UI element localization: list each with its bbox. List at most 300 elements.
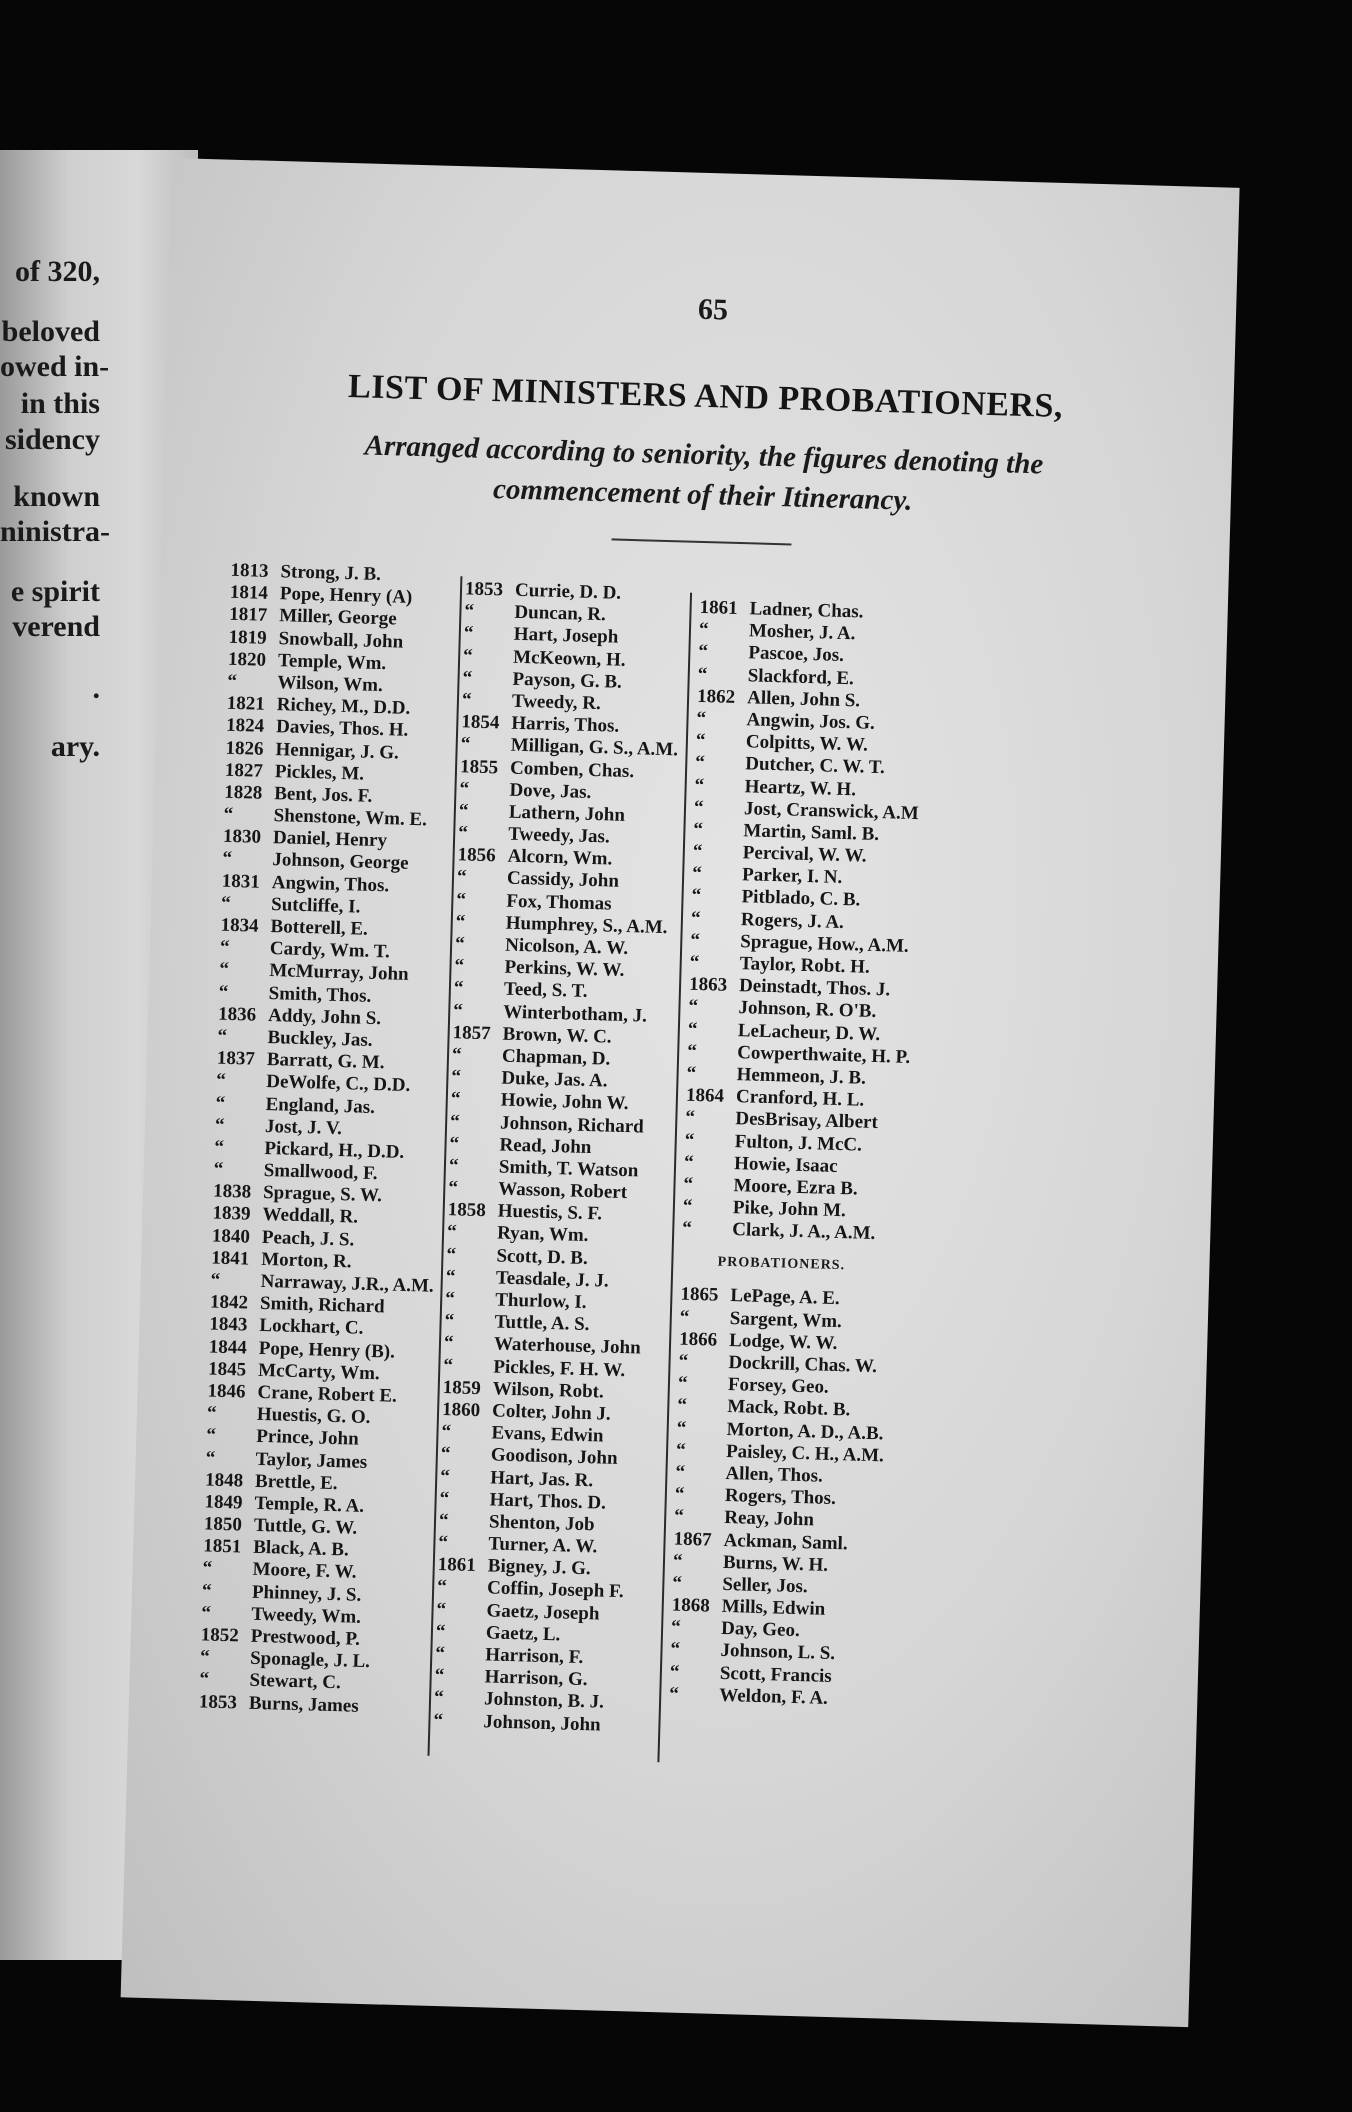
entry-year: 1853 — [464, 578, 504, 601]
entry-name: Jost, Cranswick, A.M — [743, 797, 919, 824]
entry-name: Snowball, John — [278, 627, 404, 653]
entry-year: “ — [449, 1132, 460, 1155]
entry-year: “ — [433, 1709, 444, 1731]
entry-year: “ — [206, 1402, 217, 1424]
entry-year: “ — [219, 936, 230, 959]
entry-year: 1817 — [228, 604, 268, 627]
entry-name: Weldon, F. A. — [718, 1684, 829, 1709]
entry-name: Tuttle, G. W. — [253, 1514, 358, 1539]
entry-name: Pickles, F. H. W. — [493, 1356, 626, 1381]
entry-year: “ — [453, 977, 464, 999]
entry-name: Slackford, E. — [747, 664, 855, 689]
entry-year: “ — [459, 777, 470, 800]
entry-year: 1842 — [209, 1291, 249, 1314]
entry-name: LeLacheur, D. W. — [737, 1019, 881, 1045]
entry-name: Goodison, John — [490, 1444, 618, 1470]
entry-name: Scott, D. B. — [496, 1245, 589, 1269]
entry-year: 1851 — [202, 1535, 242, 1558]
entry-name: Allen, John S. — [746, 687, 861, 712]
entry-name: LePage, A. E. — [730, 1285, 840, 1310]
entry-year: “ — [444, 1310, 455, 1332]
left-page-line: of 320, — [15, 255, 100, 288]
entry-name: Sutcliffe, I. — [270, 893, 361, 918]
entry-name: Pascoe, Jos. — [748, 642, 845, 667]
entry-name: Cassidy, John — [506, 868, 620, 893]
entry-year: 1845 — [207, 1358, 247, 1381]
entry-name: Gaetz, L. — [485, 1622, 561, 1646]
entry-name: Seller, Jos. — [722, 1573, 808, 1598]
entry-year: 1837 — [216, 1047, 256, 1070]
entry-year: “ — [450, 1088, 461, 1110]
entry-name: Coffin, Joseph F. — [486, 1577, 624, 1603]
entry-year: “ — [210, 1269, 221, 1291]
entry-name: Alcorn, Wm. — [507, 845, 613, 870]
entry-name: Rogers, J. A. — [740, 908, 845, 933]
entry-name: Richey, M., D.D. — [276, 694, 411, 719]
entry-year: 1830 — [222, 825, 262, 848]
entry-year: “ — [199, 1646, 210, 1668]
entry-year: 1831 — [221, 870, 261, 893]
entry-year: “ — [220, 892, 232, 914]
entry-year: “ — [670, 1616, 681, 1639]
entry-name: Deinstadt, Thos. J. — [738, 975, 891, 1001]
entry-year: 1848 — [204, 1469, 244, 1492]
entry-name: Strong, J. B. — [280, 561, 382, 585]
entry-year: “ — [675, 1461, 686, 1483]
entry-year: “ — [443, 1354, 454, 1376]
entry-year: 1868 — [671, 1594, 711, 1617]
entry-year: “ — [456, 888, 467, 911]
entry-year: “ — [695, 729, 706, 752]
entry-year: “ — [678, 1350, 689, 1372]
entry-name: England, Jas. — [265, 1093, 376, 1118]
entry-year: “ — [215, 1069, 227, 1092]
entry-name: Temple, R. A. — [254, 1492, 365, 1517]
entry-year: 1840 — [211, 1225, 251, 1248]
entry-name: Dove, Jas. — [509, 779, 592, 803]
entry-year: “ — [691, 885, 702, 907]
entry-year: “ — [682, 1217, 693, 1240]
entry-year: “ — [448, 1155, 459, 1177]
entry-year: “ — [672, 1572, 683, 1594]
entry-year: “ — [693, 796, 704, 818]
entry-name: Scott, Francis — [719, 1662, 833, 1687]
entry-year: 1828 — [224, 781, 263, 804]
left-page-line: e spirit — [10, 575, 100, 608]
page-title: LIST OF MINISTERS AND PROBATIONERS, — [347, 368, 1064, 425]
entry-year: “ — [464, 600, 475, 622]
entry-name: Clark, J. A., A.M. — [731, 1219, 876, 1245]
entry-name: Mills, Edwin — [721, 1595, 826, 1620]
entry-year: “ — [698, 641, 709, 663]
entry-name: Read, John — [499, 1134, 592, 1158]
entry-name: Smallwood, F. — [263, 1160, 378, 1185]
entry-year: “ — [690, 907, 701, 929]
entry-name: Burns, W. H. — [722, 1551, 829, 1576]
entry-name: Angwin, Thos. — [271, 871, 390, 896]
entry-year: “ — [689, 951, 700, 974]
left-page-line: ary. — [50, 730, 100, 763]
probationers-list — [669, 1284, 981, 1714]
entry-year: “ — [692, 840, 703, 863]
entry-year: “ — [433, 1687, 444, 1709]
entry-year: “ — [461, 689, 472, 711]
main-page — [121, 158, 1240, 2027]
entry-year: “ — [445, 1265, 456, 1288]
entry-year: “ — [698, 619, 709, 641]
entry-name: Crane, Robert E. — [257, 1381, 398, 1407]
entry-name: Wasson, Robert — [498, 1178, 628, 1204]
probationers-heading: PROBATIONERS. — [717, 1255, 846, 1274]
entry-year: 1827 — [224, 759, 264, 782]
entry-year: 1859 — [442, 1376, 482, 1399]
entry-year: “ — [446, 1243, 457, 1265]
entry-year: 1820 — [227, 648, 267, 671]
entry-year: “ — [690, 929, 701, 951]
entry-year: “ — [205, 1446, 216, 1469]
entry-name: Brown, W. C. — [502, 1023, 612, 1048]
entry-year: “ — [673, 1505, 685, 1528]
entry-year: “ — [215, 1092, 226, 1114]
entry-name: Hart, Thos. D. — [489, 1489, 607, 1514]
entry-name: Weddall, R. — [262, 1204, 359, 1229]
entry-year: “ — [448, 1177, 459, 1199]
entry-name: DesBrisay, Albert — [735, 1108, 879, 1134]
entry-name: Mosher, J. A. — [748, 620, 856, 645]
entry-name: Harrison, F. — [485, 1644, 584, 1669]
entry-name: Davies, Thos. H. — [275, 716, 409, 742]
entry-year: “ — [686, 1040, 698, 1062]
entry-year: “ — [456, 866, 467, 888]
entry-year: “ — [677, 1372, 688, 1395]
entry-year: 1834 — [220, 914, 259, 937]
entry-year: 1852 — [200, 1624, 240, 1647]
entry-year: “ — [460, 733, 471, 755]
entry-year: “ — [434, 1665, 445, 1687]
entry-name: Cranford, H. L. — [735, 1086, 865, 1111]
left-page-line: owed in- — [0, 350, 110, 383]
entry-year: “ — [213, 1158, 224, 1180]
entry-year: “ — [206, 1424, 217, 1447]
entry-year: “ — [202, 1557, 213, 1580]
title-rule — [611, 538, 791, 545]
entry-name: Johnson, John — [483, 1710, 601, 1736]
entry-name: Brettle, E. — [254, 1470, 338, 1494]
entry-year: “ — [694, 774, 705, 796]
entry-year: “ — [669, 1661, 680, 1683]
entry-name: Heartz, W. H. — [744, 775, 857, 800]
entry-year: “ — [697, 663, 708, 685]
entry-year: “ — [444, 1288, 456, 1310]
entry-name: Comben, Chas. — [509, 757, 635, 782]
entry-name: Harris, Thos. — [511, 712, 620, 737]
entry-year: “ — [217, 1025, 228, 1047]
page-number: 65 — [697, 292, 729, 327]
entry-year: 1862 — [696, 685, 736, 708]
entry-name: Pope, Henry (B). — [258, 1337, 396, 1363]
entry-name: Nicolson, A. W. — [504, 934, 629, 960]
entry-year: “ — [435, 1620, 446, 1643]
entry-name: Huestis, S. F. — [497, 1200, 603, 1225]
entry-name: Forsey, Geo. — [727, 1374, 830, 1398]
entry-name: Dutcher, C. W. T. — [745, 753, 886, 779]
entry-name: DeWolfe, C., D.D. — [265, 1071, 411, 1097]
entry-name: Ackman, Saml. — [723, 1529, 848, 1554]
entry-year: 1841 — [211, 1247, 250, 1270]
entry-year: 1857 — [452, 1021, 491, 1044]
entry-name: Sprague, How., A.M. — [740, 930, 909, 957]
entry-year: “ — [227, 670, 238, 692]
entry-year: “ — [453, 999, 464, 1022]
entry-year: 1854 — [461, 711, 500, 734]
entry-name: Duncan, R. — [514, 601, 607, 626]
entry-name: Pitblado, C. B. — [741, 886, 861, 911]
entry-name: Morton, A. D., A.B. — [726, 1418, 884, 1444]
entry-name: Reay, John — [723, 1507, 815, 1531]
entry-name: Lathern, John — [508, 801, 626, 826]
entry-year: 1824 — [225, 715, 265, 738]
subtitle-line-2: commencement of their Itinerancy. — [492, 473, 913, 517]
entry-year: 1839 — [212, 1202, 251, 1226]
entry-year: 1860 — [441, 1398, 481, 1422]
entry-name: Bigney, J. G. — [487, 1555, 591, 1580]
entry-year: “ — [214, 1114, 225, 1136]
entry-year: “ — [451, 1066, 462, 1088]
entry-name: McCarty, Wm. — [257, 1359, 380, 1385]
entry-name: Cowperthwaite, H. P. — [736, 1041, 911, 1068]
entry-name: Thurlow, I. — [494, 1289, 587, 1314]
entry-year: “ — [446, 1221, 457, 1243]
entry-name: McKeown, H. — [512, 646, 626, 671]
entry-name: Hart, Jas. R. — [489, 1466, 594, 1491]
entry-year: 1814 — [229, 581, 269, 605]
entry-year: 1853 — [198, 1690, 238, 1713]
entry-name: Smith, T. Watson — [498, 1156, 639, 1182]
entry-name: Smith, Thos. — [268, 982, 372, 1007]
entry-name: Johnson, R. O'B. — [738, 997, 877, 1023]
entry-name: Shenstone, Wm. E. — [273, 805, 428, 831]
entry-year: “ — [463, 622, 474, 644]
entry-year: 1855 — [459, 755, 499, 778]
entry-year: “ — [458, 800, 469, 822]
entry-year: 1856 — [457, 844, 496, 867]
entry-name: Sponagle, J. L. — [249, 1647, 371, 1673]
entry-name: Huestis, G. O. — [256, 1403, 371, 1429]
entry-year: “ — [441, 1421, 452, 1443]
entry-year: “ — [462, 644, 474, 667]
entry-name: McMurray, John — [269, 960, 409, 986]
entry-name: Prestwood, P. — [250, 1625, 361, 1650]
entry-name: Lodge, W. W. — [728, 1329, 838, 1354]
entry-name: Paisley, C. H., A.M. — [725, 1440, 885, 1467]
entry-year: “ — [438, 1532, 449, 1554]
entry-name: Bent, Jos. F. — [274, 782, 373, 807]
entry-year: “ — [223, 803, 234, 826]
entry-year: “ — [684, 1129, 695, 1151]
entry-year: “ — [675, 1439, 686, 1461]
entry-year: “ — [695, 752, 706, 774]
entry-year: “ — [199, 1668, 210, 1690]
entry-year: “ — [455, 911, 466, 933]
ministers-list — [682, 597, 1000, 1249]
entry-year: “ — [201, 1602, 212, 1624]
entry-year: “ — [682, 1195, 693, 1217]
entry-year: “ — [670, 1638, 681, 1661]
entry-name: Smith, Richard — [259, 1293, 385, 1318]
entry-year: 1821 — [226, 692, 266, 715]
entry-name: Allen, Thos. — [725, 1462, 824, 1487]
entry-name: Prince, John — [256, 1426, 359, 1451]
entry-name: Gaetz, Joseph — [486, 1599, 600, 1625]
entry-name: Dockrill, Chas. W. — [728, 1352, 878, 1378]
entry-year: “ — [454, 933, 465, 955]
entry-year: 1819 — [228, 626, 267, 649]
entry-year: “ — [679, 1306, 690, 1328]
entry-name: Johnson, George — [272, 849, 409, 875]
entry-name: Shenton, Job — [488, 1511, 595, 1536]
entry-name: Duke, Jas. A. — [501, 1067, 608, 1092]
left-page-line: verend — [12, 610, 100, 643]
entry-name: Colpitts, W. W. — [745, 731, 869, 756]
entry-year: 1813 — [230, 559, 269, 582]
entry-name: Mack, Robt. B. — [727, 1396, 851, 1421]
entry-year: 1867 — [673, 1528, 712, 1551]
entry-name: Teasdale, J. J. — [495, 1267, 609, 1292]
entry-name: Pickles, M. — [274, 760, 365, 785]
left-page-line: beloved — [1, 315, 100, 348]
entry-name: Tweedy, R. — [511, 690, 602, 715]
entry-year: 1849 — [204, 1491, 243, 1514]
entry-name: Barratt, G. M. — [266, 1049, 385, 1074]
entry-year: “ — [691, 863, 703, 885]
entry-name: Wilson, Wm. — [277, 672, 384, 697]
entry-name: Winterbotham, J. — [503, 1001, 648, 1027]
entry-year: “ — [436, 1598, 447, 1620]
entry-year: “ — [438, 1509, 449, 1532]
entry-year: “ — [686, 1062, 697, 1084]
entry-name: Phinney, J. S. — [251, 1581, 362, 1606]
entry-name: Moore, Ezra B. — [733, 1174, 858, 1200]
entry-name: Sargent, Wm. — [729, 1307, 843, 1332]
entry-year: “ — [440, 1465, 451, 1487]
entry-name: Ryan, Wm. — [496, 1222, 589, 1247]
entry-year: 1861 — [437, 1554, 477, 1577]
entry-year: “ — [435, 1642, 446, 1665]
entry-year: “ — [222, 848, 233, 870]
entry-year: 1838 — [212, 1180, 252, 1203]
entry-name: Johnson, Richard — [499, 1112, 645, 1138]
entry-year: “ — [439, 1487, 450, 1509]
entry-name: Narraway, J.R., A.M. — [260, 1270, 434, 1297]
entry-year: 1843 — [209, 1313, 248, 1336]
entry-year: “ — [436, 1576, 447, 1598]
entry-year: “ — [449, 1110, 461, 1132]
entry-name: Fulton, J. McC. — [734, 1130, 863, 1156]
entry-name: Harrison, G. — [484, 1666, 588, 1691]
entry-name: Martin, Saml. B. — [743, 820, 880, 845]
entry-name: Pope, Henry (A) — [279, 583, 413, 609]
entry-name: Lockhart, C. — [259, 1315, 364, 1340]
left-page-line: sidency — [4, 423, 100, 456]
entry-year: “ — [214, 1136, 225, 1158]
entry-name: Jost, J. V. — [264, 1115, 343, 1139]
entry-name: Addy, John S. — [267, 1004, 382, 1029]
entry-year: “ — [451, 1044, 462, 1066]
entry-year: “ — [672, 1550, 683, 1572]
entry-name: Wilson, Robt. — [492, 1378, 605, 1403]
entry-name: Percival, W. W. — [742, 842, 867, 867]
entry-year: “ — [440, 1443, 451, 1465]
entry-year: “ — [443, 1332, 454, 1354]
entry-name: Colter, John J. — [491, 1400, 611, 1425]
entry-year: “ — [687, 1018, 698, 1040]
entry-name: Hemmeon, J. B. — [736, 1064, 867, 1089]
entry-name: Cardy, Wm. T. — [269, 938, 391, 963]
entry-year: “ — [683, 1173, 694, 1195]
entry-name: Perkins, W. W. — [504, 956, 625, 982]
entry-year: “ — [462, 667, 473, 689]
entry-year: 1863 — [688, 973, 728, 997]
entry-name: Sprague, S. W. — [262, 1182, 383, 1207]
entry-name: Pickard, H., D.D. — [264, 1137, 405, 1163]
entry-name: Teed, S. T. — [503, 978, 588, 1003]
entry-name: Tweedy, Wm. — [251, 1603, 362, 1628]
entry-name: Burns, James — [248, 1692, 359, 1717]
entry-name: Hart, Joseph — [513, 624, 619, 649]
entry-name: Tuttle, A. S. — [494, 1311, 590, 1336]
entry-name: Waterhouse, John — [493, 1333, 641, 1359]
entry-name: Ladner, Chas. — [749, 598, 864, 623]
entry-name: Evans, Edwin — [491, 1422, 604, 1447]
entry-year: “ — [683, 1151, 694, 1173]
entry-year: “ — [685, 1107, 696, 1129]
entry-name: Black, A. B. — [252, 1537, 350, 1561]
entry-year: 1858 — [447, 1199, 487, 1222]
left-page-line: ninistra- — [0, 515, 111, 548]
entry-name: Turner, A. W. — [488, 1533, 598, 1558]
page-subtitle — [222, 422, 1184, 529]
entry-name: Taylor, James — [255, 1448, 368, 1473]
entry-name: Stewart, C. — [249, 1670, 342, 1694]
entry-year: “ — [693, 818, 704, 840]
subtitle-line-1: Arranged according to seniority, the figures denoting the — [364, 429, 1044, 481]
entry-name: Parker, I. N. — [741, 864, 843, 889]
entry-name: Temple, Wm. — [277, 649, 387, 674]
entry-year: “ — [688, 996, 699, 1018]
entry-name: Pike, John M. — [732, 1197, 847, 1222]
entry-name: Currie, D. D. — [514, 579, 622, 604]
entry-year: 1826 — [225, 737, 264, 760]
entry-year: “ — [454, 955, 465, 977]
entry-year: 1850 — [203, 1513, 243, 1536]
entry-year: “ — [677, 1394, 688, 1417]
left-page-line: in this — [20, 387, 100, 420]
entry-year: 1861 — [699, 596, 738, 619]
entry-name: Taylor, Robt. H. — [739, 953, 871, 978]
entry-year: 1846 — [207, 1380, 246, 1403]
ministers-column-3 — [669, 597, 1000, 1714]
left-page-line: . — [92, 672, 100, 705]
entry-name: Johnson, L. S. — [720, 1640, 836, 1665]
entry-year: 1864 — [685, 1084, 725, 1107]
entry-year: “ — [457, 822, 469, 844]
entry-name: Rogers, Thos. — [724, 1485, 837, 1510]
entry-name: Angwin, Jos. G. — [746, 709, 876, 734]
entry-name: Payson, G. B. — [512, 668, 623, 693]
entry-year: “ — [669, 1683, 680, 1705]
entry-year: “ — [218, 981, 229, 1003]
entry-year: 1836 — [217, 1003, 257, 1026]
